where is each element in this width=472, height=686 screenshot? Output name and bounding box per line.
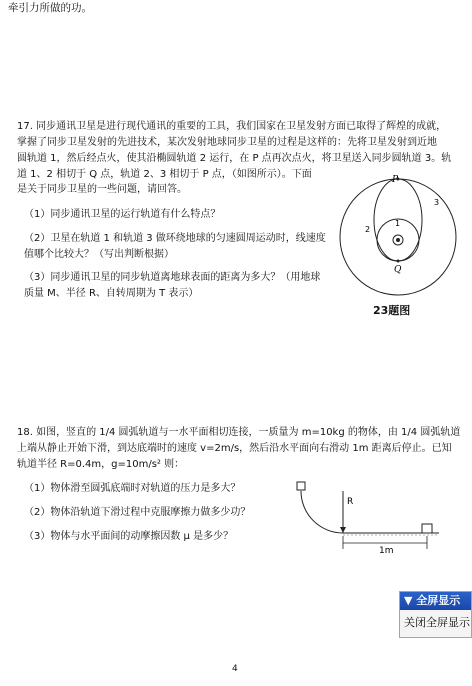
arc-track-diagram xyxy=(293,477,453,557)
close-fullscreen-item[interactable]: 关闭全屏显示 xyxy=(404,616,470,629)
label-1: 1 xyxy=(395,219,401,228)
fullscreen-button[interactable]: ▼ 全屏显示 xyxy=(400,592,471,610)
q17-sub-1: （1）同步通讯卫星的运行轨道有什么特点？ xyxy=(24,209,221,220)
q18-sub-2: （2）物体沿轨道下滑过程中克服摩擦力做多少功？ xyxy=(24,507,251,518)
label-p: P xyxy=(392,175,399,185)
fullscreen-panel xyxy=(399,591,472,638)
label-1m: 1m xyxy=(379,546,394,556)
end-block xyxy=(422,524,432,533)
q17-line-4: 道 1、2 相切于 Q 点，轨道 2、3 相切于 P 点，（如图所示）。下面 xyxy=(17,169,312,180)
label-r: R xyxy=(347,497,354,507)
top-line: 牵引力所做的功。 xyxy=(8,2,92,14)
q17-sub-3a: （3）同步通讯卫星的同步轨道离地球表面的距离为多大？（用地球 xyxy=(24,272,321,283)
q17-line-2: 掌握了同步卫星发射的先进技术，某次发射地球同步卫星的过程是这样的：先将卫星发射到近地 xyxy=(17,137,437,148)
start-block xyxy=(297,482,305,490)
point-q-dot xyxy=(397,260,400,263)
q18-sub-3: （3）物体与水平面间的动摩擦因数 μ 是多少？ xyxy=(24,531,234,542)
earth-center-dot xyxy=(396,238,400,242)
q17-line-1: 17. 同步通讯卫星是进行现代通讯的重要的工具，我们国家在卫星发射方面已取得了辉煌的成就， xyxy=(17,121,447,132)
q17-sub-2a: （2）卫星在轨道 1 和轨道 3 做环绕地球的匀速圆周运动时，线速度 xyxy=(24,233,326,244)
label-3: 3 xyxy=(434,198,440,207)
q18-line-1: 18. 如图，竖直的 1/4 圆弧轨道与一水平面相切连接，一质量为 m=10kg 的物体，由 1/4 圆弧轨道 xyxy=(17,427,461,438)
quarter-arc-track xyxy=(301,491,343,533)
orbit-3 xyxy=(340,179,456,295)
q17-line-3: 圆轨道 1，然后经点火，使其沿椭圆轨道 2 运行，在 P 点再次点火，将卫星送入同步圆轨道 3。轨 xyxy=(17,153,452,164)
q18-line-2: 上端从静止开始下滑，到达底端时的速度 v=2m/s，然后沿水平面向右滑动 1m 距离后停止。已知 xyxy=(17,443,452,454)
q17-sub-2b: 值哪个比较大？（写出判断根据） xyxy=(24,249,174,260)
page-number: 4 xyxy=(232,664,238,674)
figure-caption-23: 23题图 xyxy=(373,304,411,317)
label-2: 2 xyxy=(365,225,371,234)
q17-line-5: 是关于同步卫星的一些问题，请回答。 xyxy=(17,184,187,195)
orbit-diagram xyxy=(333,172,463,302)
radius-arrow xyxy=(340,527,346,533)
q18-sub-1: （1）物体滑至圆弧底端时对轨道的压力是多大？ xyxy=(24,483,241,494)
q17-sub-3b: 质量 M、半径 R、自转周期为 T 表示） xyxy=(24,288,199,299)
label-q: Q xyxy=(394,265,402,275)
q18-line-3: 轨道半径 R=0.4m，g=10m/s² 则： xyxy=(17,459,185,470)
